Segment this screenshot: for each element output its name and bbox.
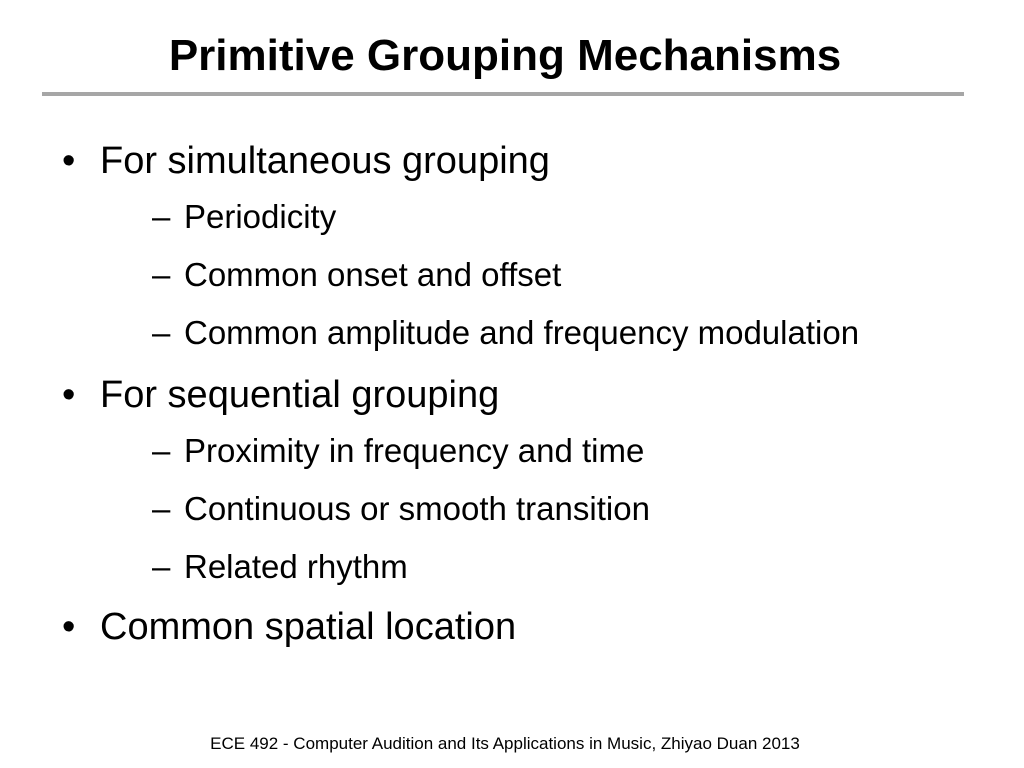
title-divider: [42, 92, 964, 96]
dash-mark: –: [152, 548, 171, 585]
sub-bullet-list: [100, 422, 859, 596]
dash-mark: –: [152, 198, 171, 235]
sub-bullet-text: Proximity in frequency and time: [184, 432, 645, 469]
bullet-text: For sequential grouping: [100, 374, 500, 416]
sub-bullet-text: Common amplitude and frequency modulation: [184, 314, 860, 351]
slide-title: Primitive Grouping Mechanisms: [168, 31, 842, 80]
bullet-item: [62, 138, 859, 362]
sub-bullet-text: Continuous or smooth transition: [184, 490, 650, 527]
sub-bullet-text: Related rhythm: [184, 548, 408, 585]
bullet-text: Common spatial location: [100, 606, 517, 648]
dash-mark: –: [152, 314, 171, 351]
bullet-list: [62, 138, 859, 650]
sub-bullet-item: [100, 246, 859, 304]
sub-bullet-item: [100, 480, 859, 538]
sub-bullet-item: [100, 422, 859, 480]
sub-bullet-item: [100, 538, 859, 596]
sub-bullet-item: [100, 188, 859, 246]
sub-bullet-text: Periodicity: [184, 198, 337, 235]
bullet-item: [62, 604, 859, 650]
bullet-mark: •: [62, 374, 76, 416]
sub-bullet-text: Common onset and offset: [184, 256, 562, 293]
bullet-item: [62, 372, 859, 596]
bullet-text: For simultaneous grouping: [100, 140, 550, 182]
slide-footer: ECE 492 - Computer Audition and Its Applications in Music, Zhiyao Duan 2013: [210, 734, 800, 753]
dash-mark: –: [152, 490, 171, 527]
dash-mark: –: [152, 256, 171, 293]
sub-bullet-item: [100, 304, 859, 362]
dash-mark: –: [152, 432, 171, 469]
sub-bullet-list: [100, 188, 859, 362]
bullet-mark: •: [62, 606, 76, 648]
bullet-mark: •: [62, 140, 76, 182]
